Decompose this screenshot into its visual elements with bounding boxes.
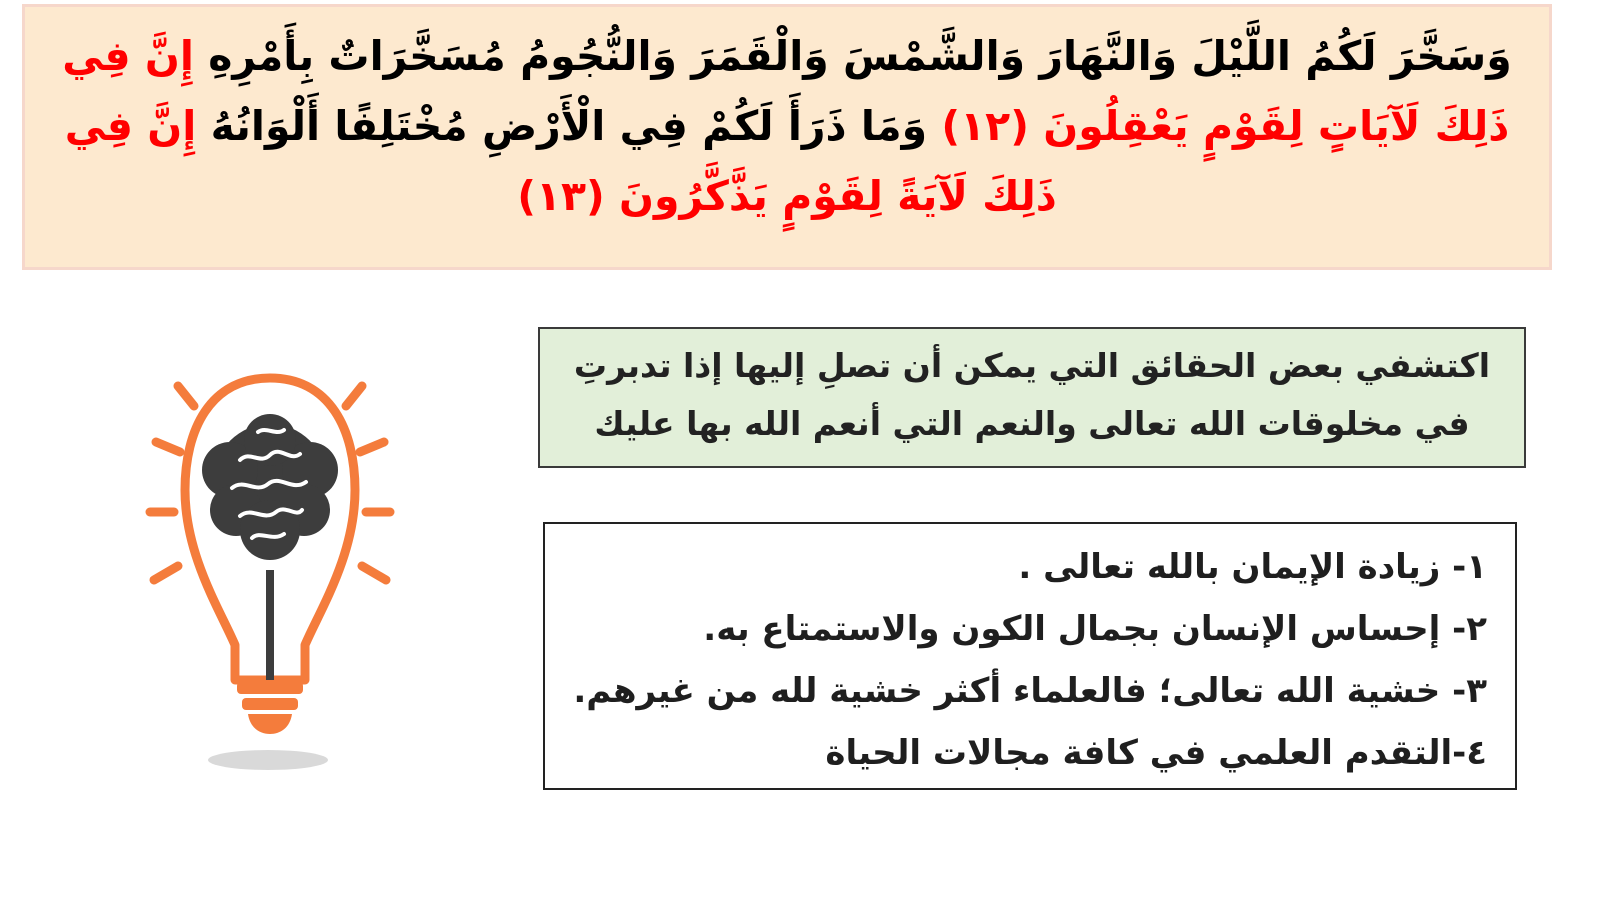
verse-text-part3: وَمَا ذَرَأَ لَكُمْ فِي الْأَرْضِ مُخْتَلِفًا أَلْوَانُهُ — [210, 102, 928, 150]
list-item: ٢- إحساس الإنسان بجمال الكون والاستمتاع به. — [703, 609, 1487, 649]
list-item: ١- زيادة الإيمان بالله تعالى . — [1018, 547, 1487, 587]
verse-text-part1: وَسَخَّرَ لَكُمُ اللَّيْلَ وَالنَّهَارَ وَالشَّمْسَ وَالْقَمَرَ وَالنُّجُومُ مُسَخَّرَاتٌ بِأَمْرِهِ — [208, 32, 1512, 80]
discovery-prompt-text: اكتشفي بعض الحقائق التي يمكن أن تصلِ إليها إذا تدبرتِ في مخلوقات الله تعالى والنعم التي أنعم الله بها عليك — [573, 346, 1491, 443]
list-item: ٤-التقدم العلمي في كافة مجالات الحياة — [825, 733, 1487, 773]
discovery-prompt-box — [538, 327, 1526, 468]
quran-verse-box — [22, 4, 1552, 270]
verse-text-part4: إِنَّ فِي ذَلِكَ لَآيَةً لِقَوْمٍ يَذَّكَّرُونَ (١٣) — [64, 102, 1057, 220]
lightbulb-brain-icon — [140, 370, 400, 780]
facts-list-box — [543, 522, 1517, 790]
list-item: ٣- خشية الله تعالى؛ فالعلماء أكثر خشية لله من غيرهم. — [573, 671, 1487, 711]
verse-text-part2: إِنَّ فِي ذَلِكَ لَآيَاتٍ لِقَوْمٍ يَعْقِلُونَ (١٢) — [62, 32, 1510, 150]
